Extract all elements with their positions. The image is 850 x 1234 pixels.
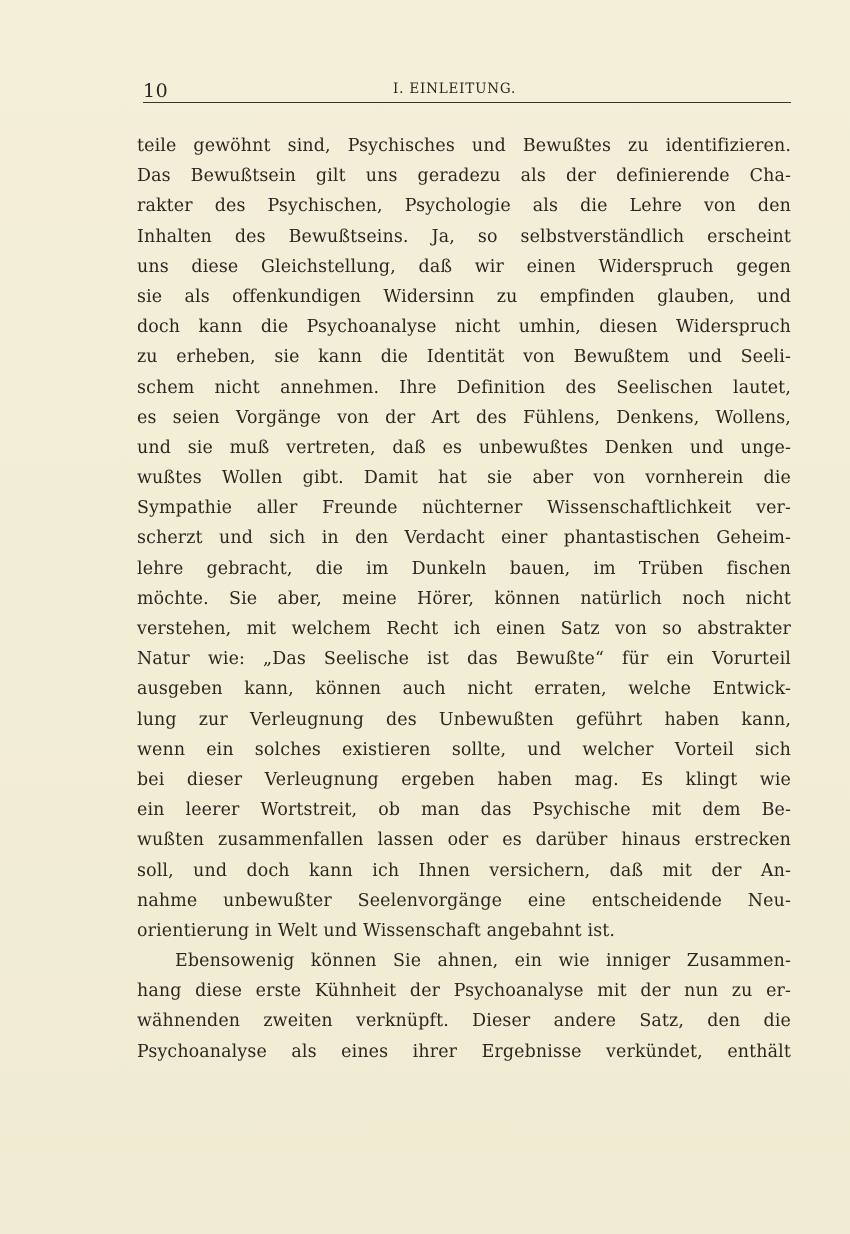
text-line: wähnenden zweiten verknüpft. Dieser andere Satz, den die — [137, 1011, 791, 1032]
header-rule — [143, 102, 791, 103]
text-line: schem nicht annehmen. Ihre Definition des Seelischen lautet, — [137, 377, 791, 398]
text-line: Psychoanalyse als eines ihrer Ergebnisse verkündet, enthält — [137, 1041, 791, 1062]
text-line: Natur wie: „Das Seelische ist das Bewußte“ für ein Vorurteil — [137, 649, 791, 670]
text-line: möchte. Sie aber, meine Hörer, können natürlich noch nicht — [137, 588, 791, 609]
text-line: lung zur Verleugnung des Unbewußten geführt haben kann, — [137, 709, 791, 730]
text-line: es seien Vorgänge von der Art des Fühlens, Denkens, Wollens, — [137, 407, 791, 428]
text-line: bei dieser Verleugnung ergeben haben mag. Es klingt wie — [137, 769, 791, 790]
text-line: und sie muß vertreten, daß es unbewußtes Denken und unge- — [137, 437, 791, 458]
body-text — [137, 131, 791, 1067]
page-number: 10 — [143, 80, 169, 102]
text-line: sie als offenkundigen Widersinn zu empfinden glauben, und — [137, 286, 791, 307]
text-line: doch kann die Psychoanalyse nicht umhin, diesen Widerspruch — [137, 317, 791, 338]
text-line: wenn ein solches existieren sollte, und welcher Vorteil sich — [137, 739, 791, 760]
text-line: hang diese erste Kühnheit der Psychoanalyse mit der nun zu er- — [137, 981, 791, 1002]
text-line: verstehen, mit welchem Recht ich einen Satz von so abstrakter — [137, 619, 791, 639]
text-line: soll, und doch kann ich Ihnen versichern, daß mit der An- — [137, 860, 791, 881]
text-line: zu erheben, sie kann die Identität von Bewußtem und Seeli- — [137, 347, 791, 368]
text-line: wußten zusammenfallen lassen oder es darüber hinaus erstrecken — [137, 830, 791, 851]
text-line: ausgeben kann, können auch nicht erraten, welche Entwick- — [137, 679, 791, 700]
section-title: I. EINLEITUNG. — [393, 81, 517, 97]
text-line: Das Bewußtsein gilt uns geradezu als der definierende Cha- — [137, 166, 791, 187]
text-line: Ebensowenig können Sie ahnen, ein wie inniger Zusammen- — [175, 951, 791, 972]
running-head — [143, 76, 791, 104]
text-line: Sympathie aller Freunde nüchterner Wissenschaftlichkeit ver- — [137, 498, 791, 519]
text-line: orientierung in Welt und Wissenschaft angebahnt ist. — [137, 920, 616, 941]
text-line: nahme unbewußter Seelenvorgänge eine entscheidende Neu- — [137, 890, 791, 911]
text-line: rakter des Psychischen, Psychologie als die Lehre von den — [137, 196, 791, 217]
text-line: ein leerer Wortstreit, ob man das Psychische mit dem Be- — [137, 800, 791, 821]
text-line: lehre gebracht, die im Dunkeln bauen, im Trüben fischen — [137, 558, 791, 579]
text-line: Inhalten des Bewußtseins. Ja, so selbstverständlich erscheint — [137, 226, 791, 247]
text-line: scherzt und sich in den Verdacht einer phantastischen Geheim- — [137, 528, 791, 549]
text-line: uns diese Gleichstellung, daß wir einen Widerspruch gegen — [137, 256, 791, 277]
text-line: wußtes Wollen gibt. Damit hat sie aber von vornherein die — [137, 468, 791, 489]
text-line: teile gewöhnt sind, Psychisches und Bewußtes zu identifizieren. — [137, 136, 791, 156]
